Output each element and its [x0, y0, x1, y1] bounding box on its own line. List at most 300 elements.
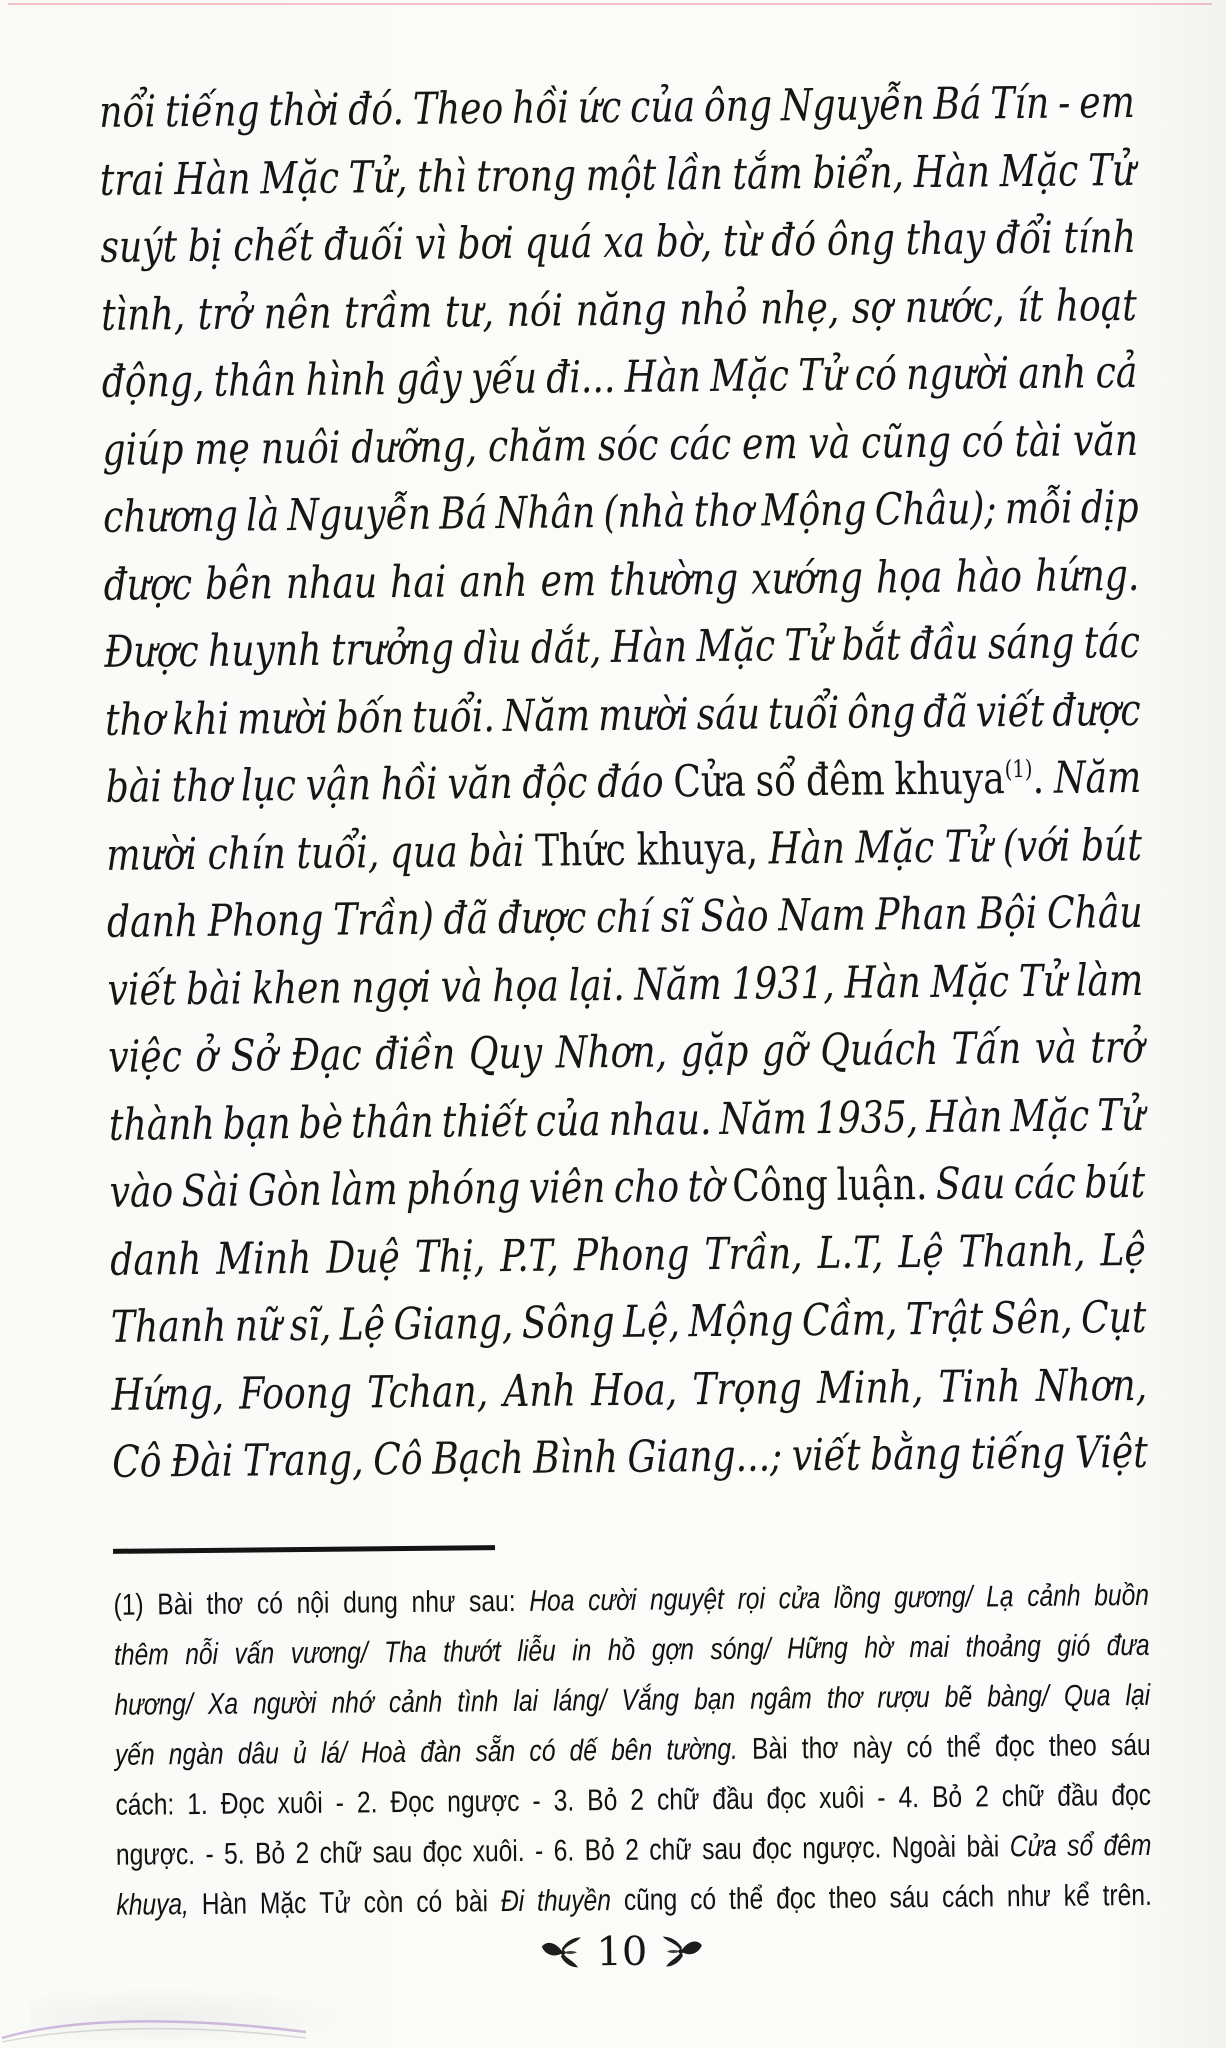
scan-artifact-curve — [0, 2006, 310, 2048]
word: hình — [305, 354, 388, 406]
word: in — [572, 1634, 592, 1668]
word: Nguyễn — [780, 78, 925, 132]
word: Hàn — [844, 956, 921, 1009]
word: Lệ — [898, 1226, 944, 1278]
word: khuya, — [116, 1888, 190, 1922]
word: - — [877, 1781, 886, 1815]
body-text-line — [107, 946, 1143, 1023]
word: đó — [771, 215, 817, 267]
word: sau — [372, 1835, 413, 1870]
word: Mặc — [696, 620, 776, 673]
word: (1) — [113, 1588, 144, 1622]
word: danh — [106, 895, 199, 948]
word: đầu — [909, 618, 979, 671]
word: cách — [941, 1880, 995, 1914]
word: Hàn — [624, 351, 702, 403]
word: Mặc — [855, 821, 935, 874]
word: đầu — [1057, 1779, 1099, 1813]
word: theo — [1048, 1729, 1097, 1763]
word: Xa — [207, 1687, 239, 1721]
word: hồ — [607, 1633, 636, 1668]
word: tính — [1063, 211, 1137, 264]
word: biển, — [812, 146, 905, 199]
word: Mặc — [999, 144, 1079, 197]
word: bờ, — [655, 216, 713, 268]
word: gợn — [651, 1633, 695, 1667]
body-text-line — [109, 1081, 1145, 1158]
word: động, — [101, 355, 205, 408]
word: bên — [204, 557, 274, 610]
word: cách: — [115, 1788, 175, 1822]
word: cảnh — [1027, 1579, 1081, 1614]
word: Mộng — [761, 484, 867, 537]
word: Tha — [384, 1635, 427, 1670]
word: viên — [528, 1162, 606, 1214]
word: Nguyễn — [287, 488, 432, 542]
word: trở — [197, 287, 252, 340]
body-text-line — [100, 136, 1136, 213]
word: trưởng — [330, 623, 455, 676]
word: Hoà — [360, 1736, 407, 1770]
word: Lệ, — [622, 1296, 681, 1348]
word: Hàn — [201, 1887, 248, 1921]
body-text-line — [108, 1014, 1144, 1091]
word: Bỏ — [931, 1780, 963, 1814]
word: được — [497, 892, 587, 945]
word: anh — [459, 555, 528, 607]
word: bạn — [693, 1682, 736, 1717]
word: Bỏ — [254, 1837, 286, 1871]
word: hờ — [864, 1631, 894, 1665]
word: đọc — [752, 1832, 793, 1866]
word: thơ — [104, 693, 165, 746]
word: hào — [955, 550, 1023, 603]
word: vì — [414, 218, 448, 270]
word: ngàn — [168, 1737, 224, 1772]
word: hai — [389, 556, 447, 608]
word: đọc — [766, 1782, 807, 1816]
word: khuya$^{(1)}$. — [894, 752, 1045, 806]
word: lai — [513, 1684, 539, 1718]
word: 1935, — [814, 1091, 919, 1144]
word: anh — [1018, 347, 1087, 400]
word: Hoa, — [590, 1363, 678, 1416]
word: Cửa — [1009, 1829, 1057, 1864]
word: gỡ — [761, 1025, 808, 1077]
word: Sau — [935, 1158, 1006, 1210]
word: bài — [468, 825, 525, 877]
word: Gòn — [247, 1164, 323, 1217]
word: ông — [703, 80, 773, 133]
word: tiếng — [164, 85, 260, 138]
word: vận — [305, 759, 372, 811]
word: vương/ — [290, 1636, 368, 1671]
word: chữ — [649, 1833, 692, 1867]
word: - — [534, 1834, 544, 1868]
word: Sào — [700, 890, 769, 943]
word: xuôi — [277, 1786, 323, 1821]
word: nhau — [285, 556, 378, 609]
word: thơ — [801, 1731, 839, 1766]
word: điền — [375, 1028, 456, 1081]
word: tiếng — [970, 1427, 1066, 1480]
word: thể — [728, 1882, 764, 1916]
word: Đọc — [390, 1785, 435, 1820]
word: tờ — [687, 1160, 725, 1213]
word: giúp — [102, 423, 184, 476]
word: dưỡng, — [351, 420, 478, 473]
word: nước, — [904, 280, 1005, 333]
word: Trọng — [692, 1362, 803, 1415]
word: Theo — [412, 83, 504, 135]
word: có — [416, 1885, 443, 1919]
word: sóng/ — [710, 1632, 771, 1667]
word: Trần, — [704, 1227, 803, 1280]
word: - — [532, 1784, 541, 1818]
word: cả — [1095, 346, 1138, 399]
word: cảnh — [388, 1685, 443, 1720]
word: Nhân — [495, 487, 596, 540]
word: lần — [665, 148, 724, 200]
word: đó. — [348, 83, 405, 136]
word: cửa — [778, 1582, 821, 1616]
word: Giang, — [393, 1297, 514, 1351]
word: hồi — [380, 758, 438, 811]
word: Bá — [439, 488, 488, 540]
word: Việt — [1074, 1426, 1148, 1479]
word: - — [1057, 77, 1071, 129]
word: Sài — [181, 1165, 240, 1218]
word: và — [1034, 1022, 1077, 1074]
word: vấn — [234, 1637, 275, 1671]
word: lá/ — [320, 1736, 347, 1770]
body-text — [99, 67, 1226, 1497]
word: chữ — [656, 1783, 700, 1817]
word: Nam — [778, 889, 866, 942]
word: Hàn — [610, 621, 688, 674]
word: yếu — [470, 352, 538, 405]
word: chữ — [319, 1836, 363, 1870]
body-text-line — [112, 1419, 1148, 1496]
word: mai — [909, 1630, 950, 1665]
word: đáo — [597, 756, 664, 809]
body-text-line — [101, 271, 1137, 348]
word: có — [906, 1730, 933, 1765]
word: của — [629, 81, 696, 133]
word: ức — [577, 81, 622, 134]
page-footer — [9, 1922, 1226, 1982]
word: Thức — [534, 824, 627, 877]
word: quá — [524, 217, 593, 269]
word: vào — [109, 1166, 174, 1218]
word: có — [961, 415, 1004, 468]
word: Hàn — [768, 822, 846, 874]
word: dịp — [1080, 481, 1139, 534]
word: nhỏ — [679, 283, 748, 335]
word: Bình — [533, 1431, 619, 1484]
word: thuyền — [536, 1884, 612, 1918]
word: thay — [905, 213, 986, 266]
word: dắt, — [530, 622, 602, 674]
word: đã — [922, 686, 969, 738]
word: thân — [350, 1096, 434, 1149]
footnote-line — [116, 1871, 1152, 1931]
word: chữ — [1001, 1779, 1045, 1814]
word: Tín — [990, 77, 1050, 130]
word: có — [854, 349, 898, 401]
word: như — [1006, 1879, 1051, 1914]
word: nhau. — [608, 1093, 712, 1146]
word: nỗi — [185, 1637, 219, 1672]
word: đã — [443, 893, 489, 945]
word: trở — [1090, 1021, 1145, 1074]
body-text-line — [106, 811, 1142, 888]
word: người — [252, 1686, 317, 1721]
word: Phong — [573, 1228, 690, 1281]
word: làm — [330, 1164, 398, 1216]
floral-ornament-left-icon — [538, 1934, 584, 1970]
word: sợ — [851, 281, 893, 334]
word: mười — [236, 692, 328, 745]
word: các — [668, 418, 732, 470]
word: Bài — [157, 1588, 194, 1622]
word: cho — [613, 1161, 680, 1213]
word: Mặc — [930, 955, 1010, 1008]
word: thân — [213, 355, 297, 407]
word: thì — [416, 150, 467, 203]
word: như — [411, 1585, 456, 1619]
word: sáu — [696, 688, 761, 740]
word: Cầm, — [801, 1294, 898, 1347]
word: (với — [1002, 820, 1071, 872]
footnote-text — [113, 1569, 1226, 1931]
word: Sên, — [991, 1292, 1073, 1345]
word: Duệ — [326, 1231, 401, 1284]
word: dìu — [463, 622, 522, 675]
word: kể — [1063, 1879, 1090, 1913]
body-text-line — [103, 474, 1139, 551]
word: thiết — [441, 1095, 528, 1148]
word: Tử — [1087, 144, 1136, 196]
word: Tử — [1096, 1089, 1145, 1141]
word: nổi — [98, 86, 157, 138]
word: viết — [791, 1429, 861, 1482]
word: tường. — [666, 1732, 739, 1767]
word: năng — [575, 283, 667, 336]
word: Năm — [502, 689, 591, 742]
word: xa — [602, 216, 646, 269]
word: Mặc — [259, 1886, 307, 1921]
word: bị — [187, 220, 223, 273]
word: gió — [1057, 1629, 1091, 1663]
word: yến — [114, 1738, 155, 1772]
word: dung — [342, 1586, 399, 1620]
word: mỗi — [1004, 482, 1073, 535]
word: thơ — [206, 1587, 244, 1621]
word: bút — [1080, 819, 1143, 871]
word: thành — [108, 1098, 215, 1151]
word: này — [852, 1731, 893, 1765]
word: bắt — [841, 619, 901, 671]
word: 6. — [553, 1834, 575, 1868]
body-text-line — [103, 541, 1139, 618]
word: nên — [263, 287, 332, 339]
word: Đi — [500, 1884, 525, 1919]
word: được — [103, 558, 193, 611]
word: các — [1013, 1157, 1077, 1210]
word: mười — [597, 688, 690, 741]
word: rượu — [877, 1680, 930, 1715]
word: đêm — [805, 754, 885, 807]
word: dâu — [237, 1737, 279, 1771]
word: em — [1078, 76, 1136, 129]
word: em — [741, 417, 798, 470]
word: 5. — [223, 1837, 245, 1871]
word: Thanh — [110, 1300, 227, 1353]
word: Mộng — [688, 1295, 794, 1348]
word: Sông — [521, 1296, 615, 1349]
word: huynh — [207, 624, 322, 677]
body-text-line — [111, 1351, 1147, 1428]
word: liễu — [517, 1634, 556, 1668]
word: thơ — [826, 1681, 863, 1715]
word: nuôi — [260, 422, 341, 474]
word: bơi — [457, 217, 515, 270]
word: bài — [185, 963, 243, 1015]
word: 1931, — [731, 957, 835, 1010]
word: danh — [109, 1233, 202, 1286]
word: bốn — [335, 691, 405, 744]
word: xuôi. — [472, 1834, 525, 1869]
word: thêm — [113, 1638, 169, 1672]
word: sổ — [755, 755, 797, 807]
word: - — [205, 1837, 214, 1871]
word: Trật — [905, 1293, 984, 1346]
body-text-line — [105, 676, 1141, 753]
word: Foong — [238, 1367, 353, 1420]
word: Mặc — [260, 152, 340, 204]
word: chương — [102, 490, 239, 543]
word: Tử — [1018, 955, 1067, 1007]
word: cười — [587, 1583, 637, 1618]
word: - — [335, 1786, 345, 1820]
word: lồng — [833, 1581, 881, 1615]
word: Hàn — [913, 145, 991, 198]
word: Mặc — [1010, 1089, 1090, 1142]
word: đưa — [1106, 1628, 1150, 1663]
word: phóng — [405, 1162, 521, 1215]
word: Hững — [787, 1631, 849, 1666]
word: sóc — [597, 419, 659, 471]
word: khuya, — [636, 823, 759, 876]
word: sáng — [987, 617, 1075, 670]
word: chăm — [487, 419, 588, 472]
body-text-line — [109, 1149, 1145, 1226]
word: Anh — [503, 1364, 577, 1417]
word: còn — [363, 1886, 404, 1920]
word: sáu — [889, 1881, 930, 1915]
word: có — [256, 1587, 284, 1621]
word: đi... — [546, 351, 616, 404]
word: 2 — [295, 1836, 310, 1871]
word: Đài — [170, 1435, 234, 1488]
word: Tchan, — [366, 1365, 489, 1418]
word: Mặc — [709, 350, 790, 403]
word: là — [245, 490, 280, 542]
word: 3. — [553, 1784, 575, 1818]
word: Cửa — [673, 755, 747, 808]
word: tuổi. — [411, 690, 496, 743]
word: bút — [1084, 1156, 1146, 1209]
word: Nhơn, — [555, 1026, 668, 1079]
body-text-line — [107, 879, 1143, 956]
body-text-line — [110, 1216, 1146, 1293]
word: láng/ — [552, 1684, 607, 1718]
word: Bỏ — [584, 1834, 615, 1868]
word: ủ — [292, 1736, 307, 1771]
word: lại — [1125, 1678, 1151, 1713]
word: Lệ — [1100, 1224, 1147, 1276]
word: dế — [569, 1734, 598, 1768]
word: ngược. — [115, 1838, 196, 1872]
word: (nhà — [603, 486, 686, 539]
word: ít — [1016, 280, 1044, 332]
word: Lạ — [986, 1580, 1014, 1614]
word: Sở — [230, 1030, 278, 1082]
word: Hứng, — [111, 1368, 225, 1421]
word: họa — [492, 960, 560, 1012]
word: và — [440, 960, 483, 1013]
word: Bội — [977, 887, 1038, 940]
word: đọc — [422, 1835, 463, 1869]
word: luận. — [836, 1158, 928, 1211]
word: một — [585, 149, 657, 201]
word: hồi — [511, 82, 570, 134]
word: Năm — [719, 1092, 808, 1145]
word: ngược. — [802, 1831, 882, 1866]
word: văn — [447, 757, 513, 810]
word: trầm — [343, 286, 433, 339]
word: gặp — [680, 1025, 749, 1078]
word: bè — [298, 1097, 344, 1149]
word: Bỏ — [587, 1783, 618, 1818]
word: thể — [946, 1730, 981, 1764]
word: đọc — [994, 1729, 1035, 1764]
word: buồn — [1094, 1578, 1150, 1613]
word: ông — [826, 214, 896, 266]
word: thơ — [693, 485, 754, 538]
word: chết — [233, 219, 314, 272]
word: đọc — [1111, 1778, 1152, 1813]
word: tuổi, — [296, 826, 380, 879]
word: của — [535, 1094, 601, 1147]
word: rọi — [737, 1582, 766, 1616]
word: Năm — [1053, 751, 1142, 804]
body-text-line — [111, 1284, 1147, 1361]
word: Trần) — [332, 893, 435, 946]
word: tư, — [444, 285, 495, 338]
word: bàng/ — [987, 1679, 1049, 1714]
floral-ornament-right-icon — [659, 1933, 705, 1969]
word: trong — [475, 149, 577, 202]
word: từ — [722, 215, 761, 267]
word: Minh, — [816, 1361, 924, 1414]
footnote-separator-rule — [113, 1545, 495, 1554]
word: nhớ — [331, 1686, 374, 1720]
word: qua — [389, 825, 458, 878]
word: mười — [106, 828, 198, 881]
word: họa — [875, 551, 943, 603]
